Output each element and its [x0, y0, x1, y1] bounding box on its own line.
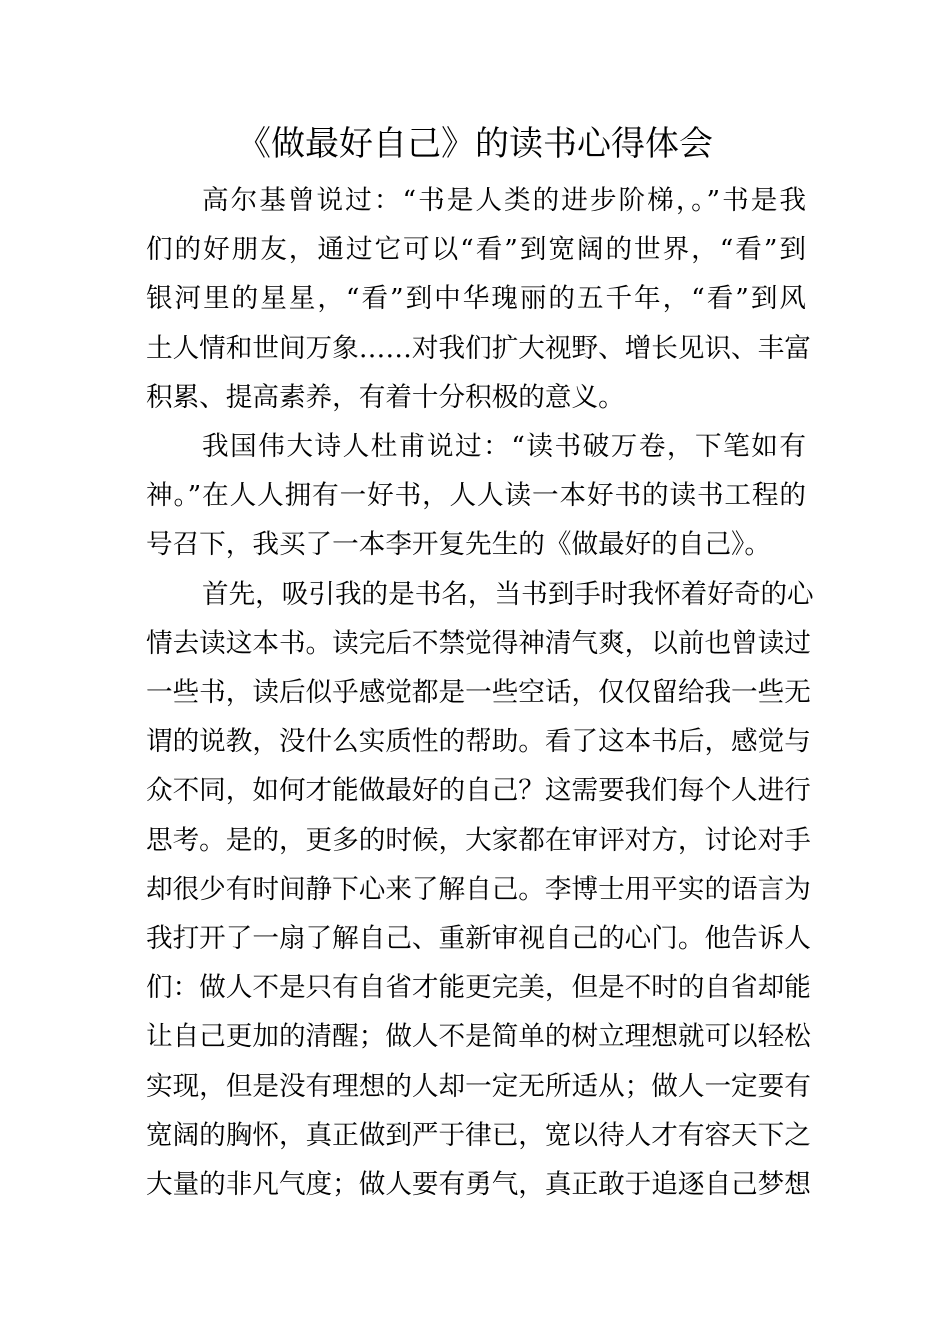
paragraph-line: 宽阔的胸怀，真正做到严于律已，宽以待人才有容天下之: [146, 1119, 811, 1151]
paragraph-line: 一些书，读后似乎感觉都是一些空话，仅仅留给我一些无: [146, 677, 811, 709]
paragraph-line: 号召下，我买了一本李开复先生的《做最好的自己》。: [146, 529, 771, 561]
paragraph-line: 首先，吸引我的是书名，当书到手时我怀着好奇的心: [202, 578, 814, 610]
paragraph-line: 众不同，如何才能做最好的自己？这需要我们每个人进行: [146, 775, 811, 807]
paragraph-line: 们的好朋友，通过它可以“看”到宽阔的世界，“看”到: [146, 234, 806, 266]
paragraph-line: 们：做人不是只有自省才能更完美，但是不时的自省却能: [146, 972, 811, 1004]
paragraph-line: 却很少有时间静下心来了解自己。李博士用平实的语言为: [146, 873, 811, 905]
document-title: 《做最好自己》的读书心得体会: [237, 124, 713, 164]
paragraph-line: 积累、提高素养，有着十分积极的意义。: [146, 381, 625, 413]
paragraph-line: 实现，但是没有理想的人却一定无所适从；做人一定要有: [146, 1070, 811, 1102]
paragraph-line: 土人情和世间万象……对我们扩大视野、增长见识、丰富: [146, 332, 811, 364]
paragraph-line: 高尔基曾说过：“书是人类的进步阶梯，。”书是我: [202, 185, 806, 216]
paragraph-line: 谓的说教，没什么实质性的帮助。看了这本书后，感觉与: [146, 726, 811, 758]
paragraph-line: 银河里的星星，“看”到中华瑰丽的五千年，“看”到风: [146, 283, 806, 315]
paragraph-line: 大量的非凡气度；做人要有勇气，真正敢于追逐自己梦想: [146, 1169, 811, 1201]
paragraph-1: [146, 176, 811, 422]
paragraph-line: 思考。是的，更多的时候，大家都在审评对方，讨论对手: [146, 824, 811, 856]
paragraph-3: [146, 570, 814, 1210]
paragraph-line: 神。”在人人拥有一好书，人人读一本好书的读书工程的: [146, 480, 806, 512]
paragraph-line: 我打开了一扇了解自己、重新审视自己的心门。他告诉人: [146, 923, 811, 955]
paragraph-line: 让自己更加的清醒；做人不是简单的树立理想就可以轻松: [146, 1021, 811, 1053]
paragraph-line: 我国伟大诗人杜甫说过：“读书破万卷，下笔如有: [202, 431, 806, 463]
paragraph-line: 情去读这本书。读完后不禁觉得神清气爽，以前也曾读过: [146, 627, 811, 659]
document-body: [146, 176, 814, 1209]
paragraph-2: [146, 422, 806, 570]
